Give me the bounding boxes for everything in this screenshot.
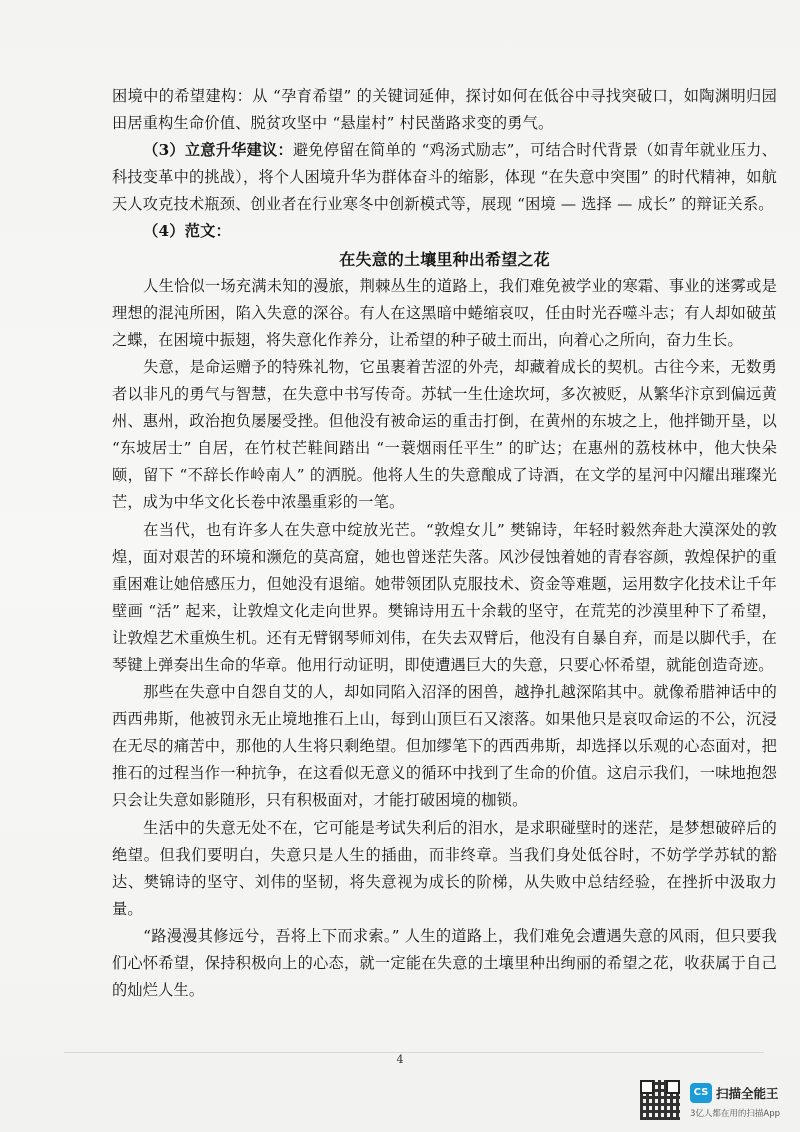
document-body xyxy=(112,83,777,1004)
essay-paragraph: 人生恰似一场充满未知的漫旅，荆棘丛生的道路上，我们难免被学业的寒霜、事业的迷雾或是理想的混沌所困，陷入失意的深谷。有人在这黑暗中蜷缩哀叹，任由时光吞噬斗志；有人却如破茧之蝶，在困境中振翅，将失意化作养分，让希望的种子破土而出，向着心之所向，奋力生长。 xyxy=(112,276,777,349)
section-3 xyxy=(112,137,777,218)
intro-paragraph: 困境中的希望建构：从 “孕育希望” 的关键词延伸，探讨如何在低谷中寻找突破口，如陶渊明归园田居重构生命价值、脱贫攻坚中 “悬崖村” 村民凿路求变的勇气。 xyxy=(112,87,777,133)
camscanner-logo-icon: CS xyxy=(690,1083,712,1103)
essay-paragraph: 在当代，也有许多人在失意中绽放光芒。“敦煌女儿” 樊锦诗，年轻时毅然奔赴大漠深处的敦煌，面对艰苦的环境和濒危的莫高窟，她也曾迷茫失落。风沙侵蚀着她的青春容颜，敦煌保护的重重困难让她倍感压力，但她没有退缩。她带领团队克服技术、资金等难题，运用数字化技术让千年壁画 “活” 起来，让敦煌文化走向世界。樊锦诗用五十余载的坚守，在荒芜的沙漠里种下了希望，让敦煌艺术重焕生机。还有无臂钢琴师刘伟，在失去双臂后，他没有自暴自弃，而是以脚代手，在琴键上弹奏出生命的华章。他用行动证明，即使遭遇巨大的失意，只要心怀希望，就能创造奇迹。 xyxy=(112,520,777,674)
watermark-brand: 扫描全能王 xyxy=(716,1086,779,1101)
essay-paragraph: 生活中的失意无处不在，它可能是考试失利后的泪水，是求职碰壁时的迷茫，是梦想破碎后的绝望。但我们要明白，失意只是人生的插曲，而非终章。当我们身处低谷时，不妨学学苏轼的豁达、樊锦诗的坚守、刘伟的坚韧，将失意视为成长的阶梯，从失败中总结经验，在挫折中汲取力量。 xyxy=(112,818,777,918)
section-3-label: （3）立意升华建议： xyxy=(143,141,293,160)
essay-paragraph: 那些在失意中自怨自艾的人，却如同陷入沼泽的困兽，越挣扎越深陷其中。就像希腊神话中的西西弗斯，他被罚永无止境地推石上山，每到山顶巨石又滚落。如果他只是哀叹命运的不公，沉浸在无尽的痛苦中，那他的人生将只剩绝望。但加缪笔下的西西弗斯，却选择以乐观的心态面对，把推石的过程当作一种抗争，在这看似无意义的循环中找到了生命的价值。这启示我们，一味地抱怨只会让失意如影随形，只有积极面对，才能打破困境的枷锁。 xyxy=(112,683,777,810)
page-number: 4 xyxy=(396,1053,404,1066)
scanner-watermark xyxy=(640,1080,790,1126)
essay-title: 在失意的土壤里种出希望之花 xyxy=(339,249,550,269)
section-4-label: （4）范文： xyxy=(143,222,231,241)
essay-paragraph: 失意，是命运赠予的特殊礼物，它虽裹着苦涩的外壳，却藏着成长的契机。古往今来，无数勇者以非凡的勇气与智慧，在失意中书写传奇。苏轼一生仕途坎坷，多次被贬，从繁华汴京到偏远黄州、惠州，政治抱负屡屡受挫。但他没有被命运的重击打倒，在黄州的东坡之上，他拌锄开垦，以 “东坡居士” 自居，在竹杖芒鞋间踏出 “一蓑烟雨任平生” 的旷达；在惠州的荔枝林中，他大快朵颐，留下 “不辞长作岭南人” 的洒脱。他将人生的失意酿成了诗酒，在文学的星河中闪耀出璀璨光芒，成为中华文化长卷中浓墨重彩的一笔。 xyxy=(112,357,777,512)
section-3-text: 避免停留在简单的 “鸡汤式励志”，可结合时代背景（如青年就业压力、科技变革中的挑战），将个人困境升华为群体奋斗的缩影，体现 “在失意中突围” 的时代精神，如航天人攻克技术瓶颈、创业者在行业寒冬中创新模式等，展现 “困境 — 选择 — 成长” 的辩证关系。 xyxy=(112,141,777,214)
watermark-tagline: 3亿人都在用的扫描App xyxy=(690,1109,781,1119)
essay-paragraph: “路漫漫其修远兮，吾将上下而求索。” 人生的道路上，我们难免会遭遇失意的风雨，但只要我们心怀希望，保持积极向上的心态，就一定能在失意的土壤里种出绚丽的希望之花，收获属于自己的灿烂人生。 xyxy=(112,926,777,1000)
qr-code-icon xyxy=(640,1080,680,1120)
